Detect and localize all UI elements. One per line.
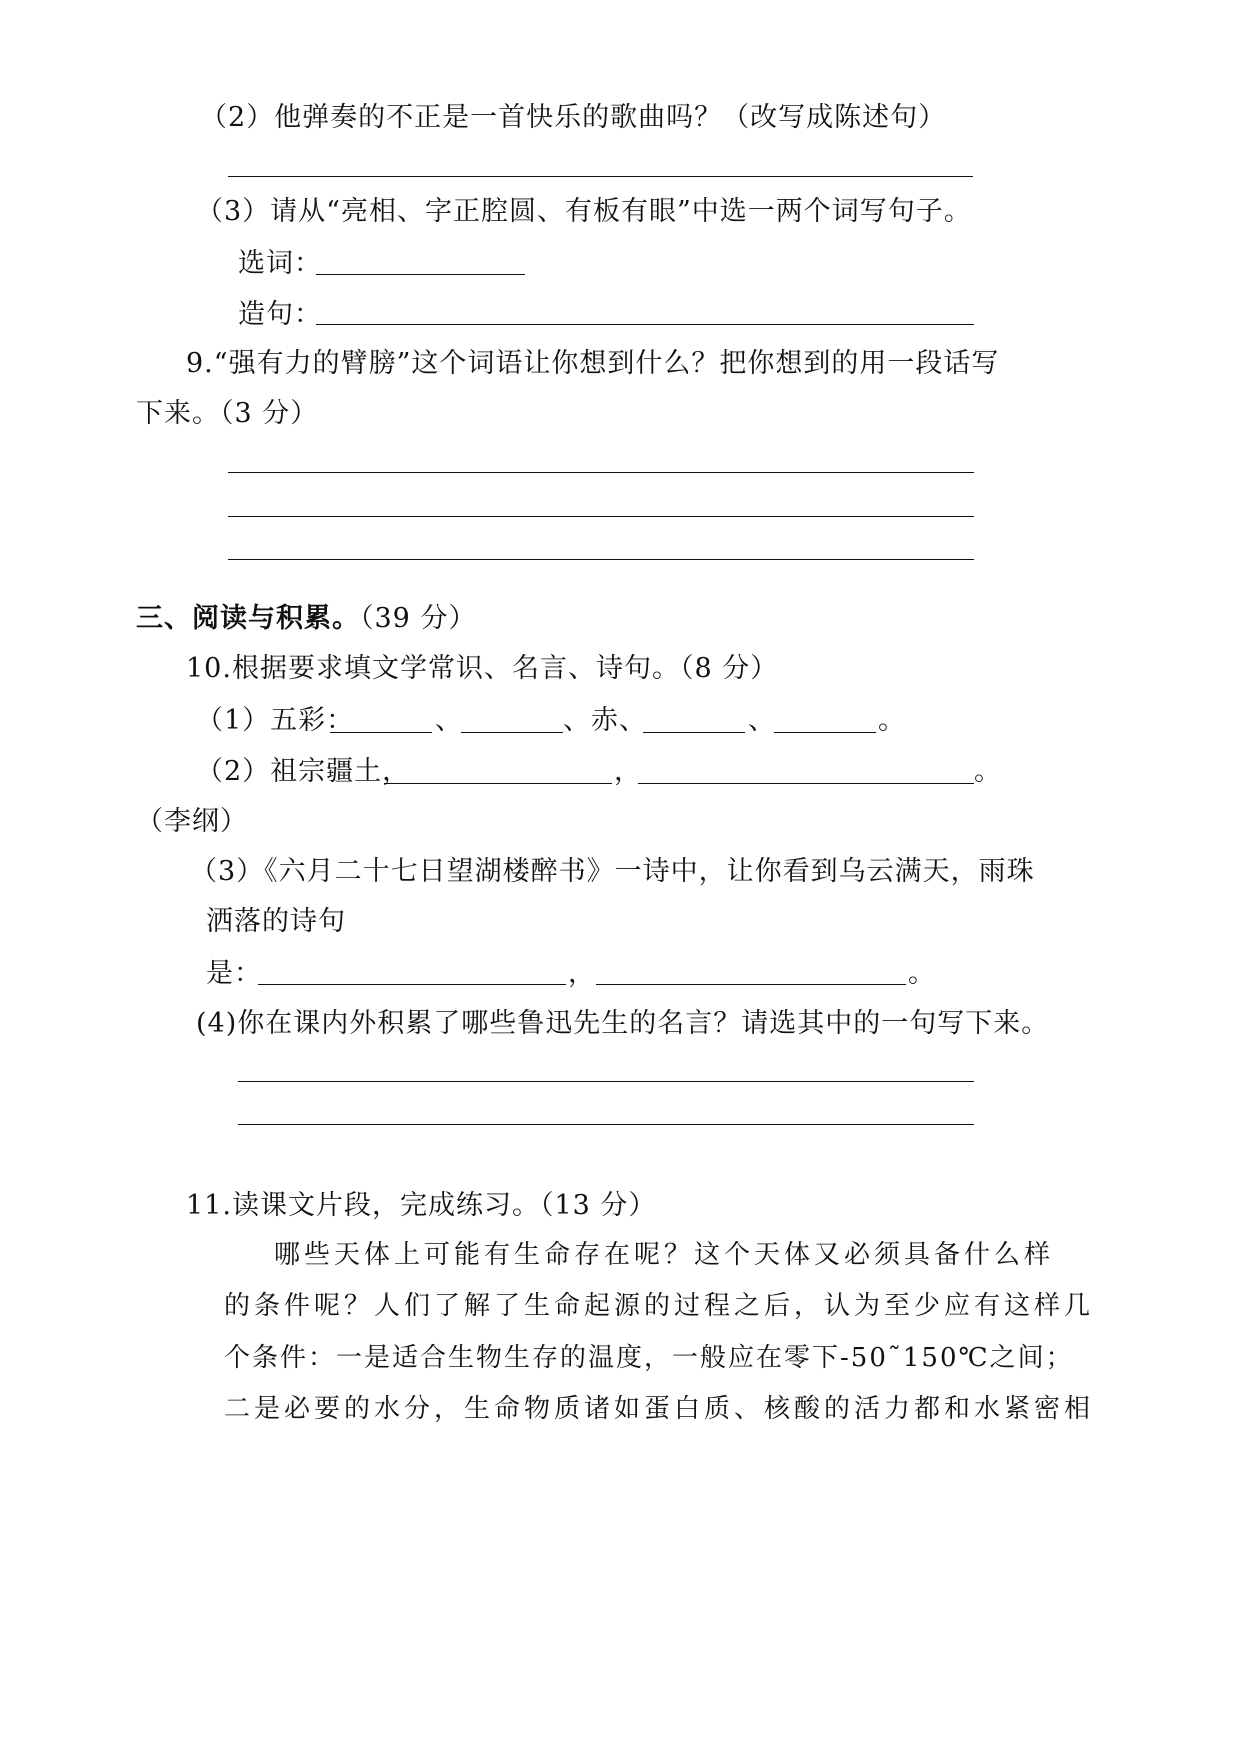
make-sentence-label: 造句： [238,299,322,330]
q11-title: 11.读课文片段，完成练习。（13 分） [186,1190,657,1221]
q9-answer-line-3[interactable] [228,559,974,560]
q9-text-line1: 9.“强有力的臂膀”这个词语让你想到什么？把你想到的用一段话写 [186,348,1000,379]
quote-answer-line-2[interactable] [238,1124,974,1125]
q8-part3-text: （3）请从“亮相、字正腔圆、有板有眼”中选一两个词写句子。 [196,196,972,227]
poem-line-blank-2[interactable] [596,984,906,985]
comma: ， [614,756,642,787]
period: 。 [908,958,936,989]
q10-part4-text: (4)你在课内外积累了哪些鲁迅先生的名言？请选其中的一句写下来。 [196,1008,1050,1039]
q10-part3-line2: 洒落的诗句 [206,906,346,937]
separator: 、 [435,705,463,736]
q10-part3-line1: （3）《六月二十七日望湖楼醉书》一诗中，让你看到乌云满天，雨珠 [190,856,1035,887]
q10-part1-prefix: （1）五彩： [196,705,355,736]
q10-part2-author: （李纲） [136,806,248,837]
make-sentence-line[interactable] [316,324,974,325]
q10-part3-shi: 是： [206,958,262,989]
color-blank-1[interactable] [330,732,432,733]
passage-line-3: 个条件：一是适合生物生存的温度，一般应在零下-50˜150℃之间； [224,1343,1074,1373]
color-blank-3[interactable] [643,732,745,733]
q8-part2-text: （2）他弹奏的不正是一首快乐的歌曲吗？（改写成陈述句） [200,102,947,133]
passage-line-4: 二是必要的水分，生命物质诸如蛋白质、核酸的活力都和水紧密相 [224,1394,1095,1424]
quote-answer-line-1[interactable] [238,1081,974,1082]
poem-blank-2[interactable] [638,783,974,784]
section3-points: （39 分） [360,603,477,634]
color-blank-2[interactable] [461,732,563,733]
poem-line-blank-1[interactable] [258,984,566,985]
q10-title: 10.根据要求填文学常识、名言、诗句。（8 分） [186,653,779,684]
separator: 、 [748,705,776,736]
section3-heading [136,603,476,635]
q8-part2-answer-line[interactable] [228,176,973,177]
select-word-label: 选词： [238,248,322,279]
q9-answer-line-1[interactable] [228,472,974,473]
color-blank-4[interactable] [774,732,876,733]
period: 。 [878,705,906,736]
passage-line-2: 的条件呢？人们了解了生命起源的过程之后，认为至少应有这样几 [224,1291,1095,1321]
q9-text-line2: 下来。（3 分） [136,398,319,429]
q10-part2-prefix: （2）祖宗疆土， [196,756,411,787]
q10-part1-red: 、赤、 [563,705,647,736]
select-word-line[interactable] [316,274,525,275]
poem-blank-1[interactable] [384,783,612,784]
period: 。 [974,756,1002,787]
comma: ， [568,958,596,989]
section3-title: 三、阅读与积累。 [136,603,360,634]
passage-line-1: 哪些天体上可能有生命存在呢？这个天体又必须具备什么样 [274,1240,1055,1270]
q9-answer-line-2[interactable] [228,516,974,517]
